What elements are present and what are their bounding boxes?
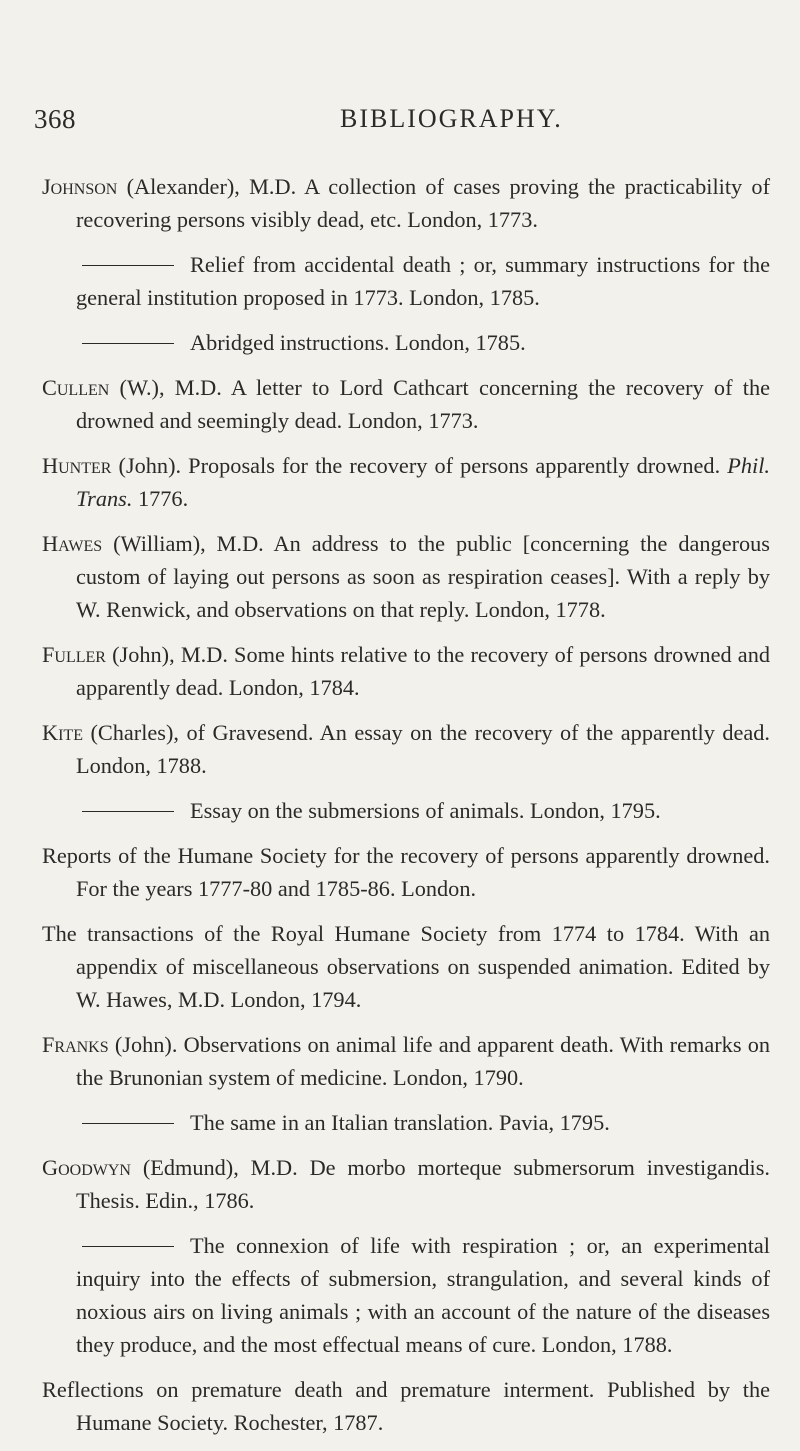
author-name: Goodwyn (42, 1155, 131, 1180)
author-name: Cullen (42, 375, 110, 400)
author-name: Fuller (42, 642, 106, 667)
author-name: Hunter (42, 453, 112, 478)
bibliography-entry: The same in an Italian translation. Pavia, 1795. (42, 1106, 770, 1139)
bibliography-entry: Hunter (John). Proposals for the recovery of persons apparently drowned. Phil. Trans. 1776. (42, 453, 770, 511)
bibliography-entry: Reports of the Humane Society for the recovery of persons apparently drowned. For the years 1777-80 and 1785-86. London. (42, 843, 770, 901)
ditto-rule (82, 1123, 174, 1124)
running-head (34, 104, 734, 144)
author-name: Johnson (42, 174, 118, 199)
author-name: Hawes (42, 531, 103, 556)
journal-title: Phil. Trans. (76, 453, 770, 511)
bibliography-entry: Johnson (Alexander), M.D. A collection of cases proving the practicability of recovering persons visibly dead, etc. London, 1773. (42, 174, 770, 232)
author-name: Kite (42, 720, 83, 745)
bibliography-entry: Abridged instructions. London, 1785. (42, 326, 770, 359)
bibliography-entry: Relief from accidental death ; or, summary instructions for the general institution proposed in 1773. London, 1785. (76, 252, 770, 310)
bibliography-list (42, 170, 770, 1451)
bibliography-entry: Fuller (John), M.D. Some hints relative to the recovery of persons drowned and apparently dead. London, 1784. (42, 642, 770, 700)
bibliography-entry: Hawes (William), M.D. An address to the public [concerning the dangerous custom of laying out persons as soon as respiration ceases]. With a reply by W. Renwick, and observations on that reply. London, 1778. (42, 531, 770, 622)
author-name: Franks (42, 1032, 109, 1057)
bibliography-entry: The connexion of life with respiration ; or, an experimental inquiry into the effects of submersion, strangulation, and several kinds of noxious airs on living animals ; with an account of the nature of the diseases they produce, and the most effectual means of cure. London, 1788. (76, 1233, 770, 1357)
page-number: 368 (34, 104, 76, 134)
bibliography-entry: Reflections on premature death and premature interment. Published by the Humane Society. Rochester, 1787. (42, 1377, 770, 1435)
ditto-rule (82, 343, 174, 344)
bibliography-entry: Cullen (W.), M.D. A letter to Lord Cathcart concerning the recovery of the drowned and seemingly dead. London, 1773. (42, 375, 770, 433)
bibliography-entry: Goodwyn (Edmund), M.D. De morbo morteque submersorum investigandis. Thesis. Edin., 1786. (42, 1155, 770, 1213)
ditto-rule (82, 811, 174, 812)
ditto-rule (82, 265, 174, 266)
bibliography-entry: Kite (Charles), of Gravesend. An essay on the recovery of the apparently dead. London, 1788. (42, 720, 770, 778)
bibliography-entry: Franks (John). Observations on animal life and apparent death. With remarks on the Brunonian system of medicine. London, 1790. (42, 1032, 770, 1090)
ditto-rule (82, 1246, 174, 1247)
bibliography-entry: Essay on the submersions of animals. London, 1795. (42, 794, 770, 827)
bibliography-entry: The transactions of the Royal Humane Society from 1774 to 1784. With an appendix of miscellaneous observations on suspended animation. Edited by W. Hawes, M.D. London, 1794. (42, 921, 770, 1012)
page-title: BIBLIOGRAPHY. (340, 104, 563, 133)
